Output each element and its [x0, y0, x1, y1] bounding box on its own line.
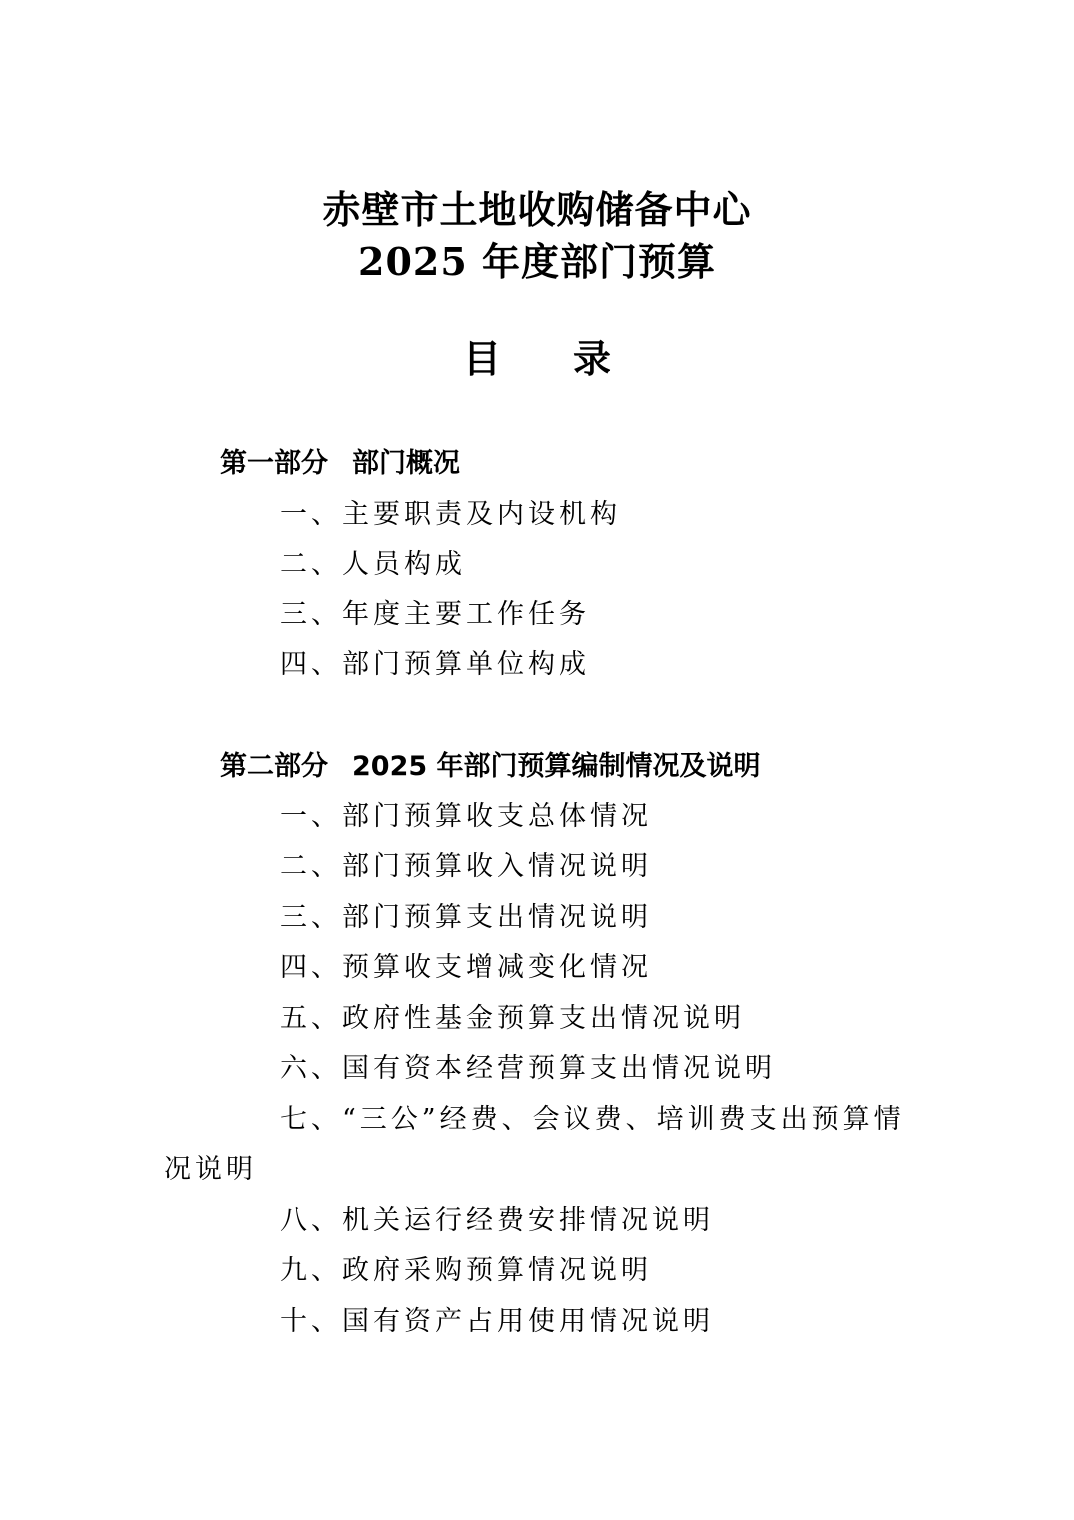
- part-2-title: 2025 年部门预算编制情况及说明: [352, 751, 761, 782]
- toc-item: 二、部门预算收入情况说明: [280, 851, 652, 882]
- toc-item: 七、“三公”经费、会议费、培训费支出预算情况说明: [164, 1104, 905, 1185]
- toc-item: 六、国有资本经营预算支出情况说明: [280, 1053, 776, 1084]
- toc-item: 四、预算收支增减变化情况: [280, 952, 652, 983]
- toc-item: 三、年度主要工作任务: [280, 599, 590, 630]
- toc-item: 五、政府性基金预算支出情况说明: [280, 1003, 745, 1034]
- toc-item: 九、政府采购预算情况说明: [280, 1255, 652, 1286]
- toc-item: 十、国有资产占用使用情况说明: [280, 1306, 714, 1337]
- part-1-title: 部门概况: [352, 448, 460, 479]
- part-1-heading: [220, 446, 460, 482]
- part-2-heading: [220, 749, 761, 785]
- document-title-line-1: 赤壁市土地收购储备中心: [322, 187, 752, 232]
- toc-item: 四、部门预算单位构成: [280, 649, 590, 680]
- toc-item: 三、部门预算支出情况说明: [280, 902, 652, 933]
- part-2-number: 第二部分: [220, 751, 328, 782]
- toc-item: 二、人员构成: [280, 549, 466, 580]
- toc-heading: 目录: [462, 336, 683, 381]
- toc-item: 八、机关运行经费安排情况说明: [280, 1205, 714, 1236]
- toc-item: 一、部门预算收支总体情况: [280, 801, 652, 832]
- document-title-line-2: 2025 年度部门预算: [358, 239, 716, 284]
- toc-item: 一、主要职责及内设机构: [280, 499, 621, 530]
- part-1-number: 第一部分: [220, 448, 328, 479]
